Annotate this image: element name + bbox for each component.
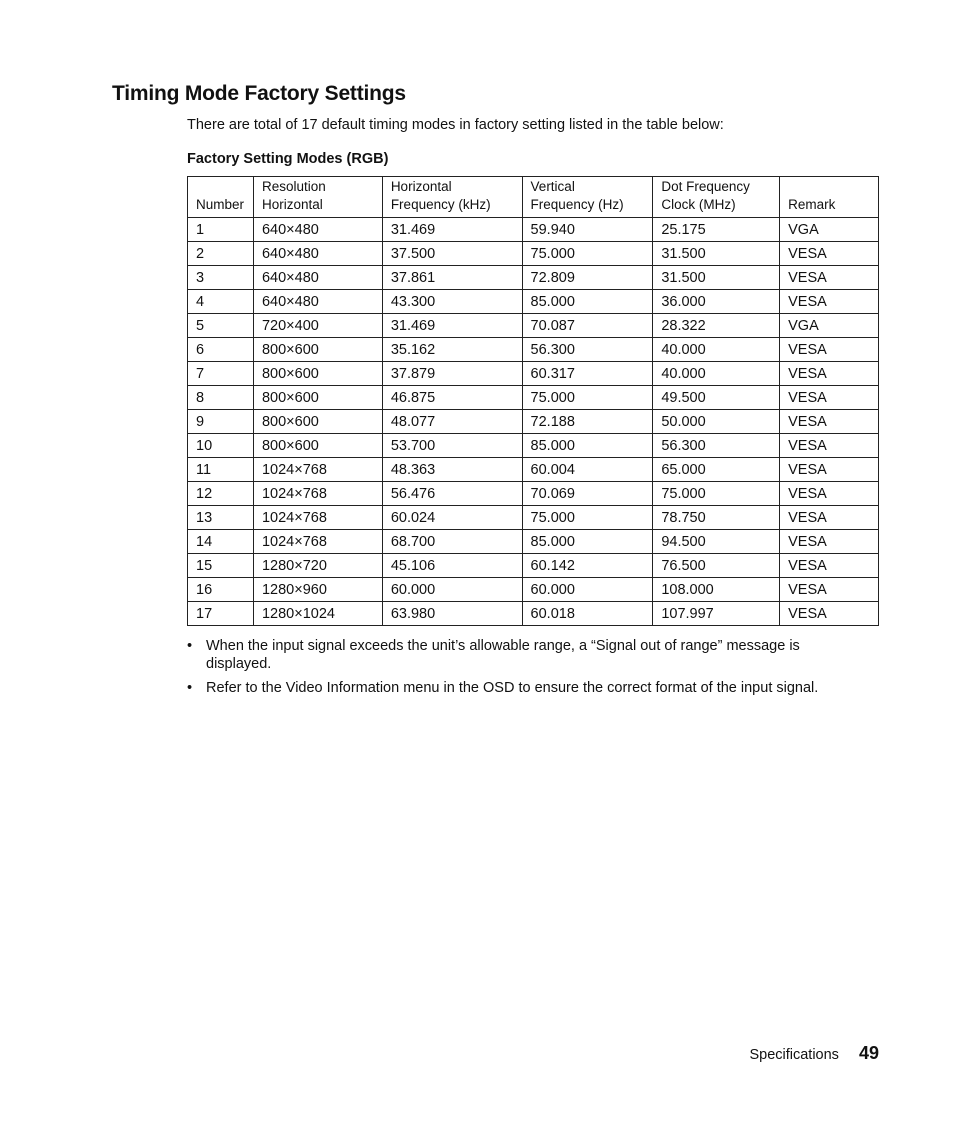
cell-number: 17 <box>188 602 254 626</box>
cell-vertical-frequency: 72.809 <box>522 266 653 290</box>
cell-remark: VESA <box>780 482 879 506</box>
cell-resolution: 1280×720 <box>253 554 382 578</box>
cell-dot-clock: 56.300 <box>653 434 780 458</box>
cell-vertical-frequency: 75.000 <box>522 386 653 410</box>
cell-dot-clock: 108.000 <box>653 578 780 602</box>
cell-number: 16 <box>188 578 254 602</box>
cell-remark: VESA <box>780 410 879 434</box>
cell-dot-clock: 31.500 <box>653 266 780 290</box>
cell-vertical-frequency: 85.000 <box>522 530 653 554</box>
cell-dot-clock: 31.500 <box>653 242 780 266</box>
table-row <box>188 314 879 338</box>
cell-vertical-frequency: 72.188 <box>522 410 653 434</box>
page-footer <box>749 1043 879 1064</box>
cell-resolution: 1024×768 <box>253 458 382 482</box>
cell-remark: VESA <box>780 242 879 266</box>
cell-remark: VESA <box>780 458 879 482</box>
cell-remark: VESA <box>780 602 879 626</box>
cell-dot-clock: 25.175 <box>653 218 780 242</box>
cell-dot-clock: 49.500 <box>653 386 780 410</box>
cell-vertical-frequency: 75.000 <box>522 242 653 266</box>
cell-vertical-frequency: 60.000 <box>522 578 653 602</box>
table-row <box>188 386 879 410</box>
cell-vertical-frequency: 70.087 <box>522 314 653 338</box>
cell-dot-clock: 65.000 <box>653 458 780 482</box>
cell-dot-clock: 40.000 <box>653 338 780 362</box>
table-row <box>188 482 879 506</box>
table-row <box>188 290 879 314</box>
cell-resolution: 800×600 <box>253 362 382 386</box>
cell-vertical-frequency: 85.000 <box>522 434 653 458</box>
cell-resolution: 1280×1024 <box>253 602 382 626</box>
cell-remark: VESA <box>780 338 879 362</box>
cell-number: 9 <box>188 410 254 434</box>
cell-dot-clock: 36.000 <box>653 290 780 314</box>
cell-horizontal-frequency: 37.861 <box>382 266 522 290</box>
cell-resolution: 800×600 <box>253 410 382 434</box>
cell-horizontal-frequency: 60.024 <box>382 506 522 530</box>
cell-vertical-frequency: 75.000 <box>522 506 653 530</box>
cell-remark: VESA <box>780 506 879 530</box>
table-row <box>188 338 879 362</box>
table-row <box>188 266 879 290</box>
cell-horizontal-frequency: 48.363 <box>382 458 522 482</box>
table-row <box>188 578 879 602</box>
cell-remark: VGA <box>780 218 879 242</box>
cell-number: 13 <box>188 506 254 530</box>
cell-horizontal-frequency: 63.980 <box>382 602 522 626</box>
cell-resolution: 800×600 <box>253 338 382 362</box>
cell-number: 6 <box>188 338 254 362</box>
cell-horizontal-frequency: 60.000 <box>382 578 522 602</box>
cell-remark: VESA <box>780 266 879 290</box>
cell-dot-clock: 107.997 <box>653 602 780 626</box>
cell-horizontal-frequency: 53.700 <box>382 434 522 458</box>
cell-remark: VESA <box>780 530 879 554</box>
cell-remark: VGA <box>780 314 879 338</box>
cell-number: 3 <box>188 266 254 290</box>
cell-dot-clock: 75.000 <box>653 482 780 506</box>
table-row <box>188 362 879 386</box>
cell-horizontal-frequency: 45.106 <box>382 554 522 578</box>
cell-resolution: 800×600 <box>253 434 382 458</box>
cell-number: 1 <box>188 218 254 242</box>
table-row <box>188 554 879 578</box>
cell-remark: VESA <box>780 290 879 314</box>
cell-horizontal-frequency: 37.879 <box>382 362 522 386</box>
list-item <box>187 679 867 697</box>
timing-modes-table <box>187 176 879 626</box>
cell-remark: VESA <box>780 578 879 602</box>
table-row <box>188 434 879 458</box>
cell-resolution: 640×480 <box>253 218 382 242</box>
cell-dot-clock: 28.322 <box>653 314 780 338</box>
cell-number: 12 <box>188 482 254 506</box>
page-number: 49 <box>858 1043 879 1063</box>
intro-paragraph: There are total of 17 default timing modes in factory setting listed in the table below: <box>187 117 724 133</box>
bullet-icon: • <box>187 638 193 654</box>
table-row <box>188 506 879 530</box>
cell-horizontal-frequency: 68.700 <box>382 530 522 554</box>
cell-vertical-frequency: 60.317 <box>522 362 653 386</box>
table-row <box>188 530 879 554</box>
cell-horizontal-frequency: 48.077 <box>382 410 522 434</box>
cell-vertical-frequency: 59.940 <box>522 218 653 242</box>
table-body <box>188 218 879 626</box>
cell-resolution: 720×400 <box>253 314 382 338</box>
list-item <box>187 637 867 673</box>
cell-resolution: 640×480 <box>253 242 382 266</box>
cell-dot-clock: 94.500 <box>653 530 780 554</box>
note-text: When the input signal exceeds the unit’s allowable range, a “Signal out of range” message is displayed. <box>206 638 800 672</box>
table-row <box>188 458 879 482</box>
cell-number: 11 <box>188 458 254 482</box>
cell-resolution: 1024×768 <box>253 506 382 530</box>
cell-remark: VESA <box>780 386 879 410</box>
header-remark: Remark <box>780 177 879 218</box>
cell-dot-clock: 76.500 <box>653 554 780 578</box>
cell-horizontal-frequency: 43.300 <box>382 290 522 314</box>
header-dot-clock: Dot Frequency Clock (MHz) <box>653 177 780 218</box>
cell-resolution: 1024×768 <box>253 482 382 506</box>
cell-remark: VESA <box>780 434 879 458</box>
cell-vertical-frequency: 56.300 <box>522 338 653 362</box>
cell-remark: VESA <box>780 554 879 578</box>
cell-dot-clock: 78.750 <box>653 506 780 530</box>
table-title: Factory Setting Modes (RGB) <box>187 151 389 167</box>
note-text: Refer to the Video Information menu in the OSD to ensure the correct format of the input signal. <box>206 680 819 696</box>
cell-number: 10 <box>188 434 254 458</box>
cell-horizontal-frequency: 37.500 <box>382 242 522 266</box>
header-vertical-frequency: Vertical Frequency (Hz) <box>522 177 653 218</box>
cell-vertical-frequency: 70.069 <box>522 482 653 506</box>
table-row <box>188 242 879 266</box>
cell-remark: VESA <box>780 362 879 386</box>
header-horizontal-frequency: Horizontal Frequency (kHz) <box>382 177 522 218</box>
cell-number: 8 <box>188 386 254 410</box>
bullet-icon: • <box>187 680 193 696</box>
page-title: Timing Mode Factory Settings <box>112 82 406 105</box>
table-row <box>188 410 879 434</box>
notes-list <box>187 637 867 703</box>
cell-resolution: 1024×768 <box>253 530 382 554</box>
cell-horizontal-frequency: 31.469 <box>382 218 522 242</box>
cell-number: 7 <box>188 362 254 386</box>
cell-vertical-frequency: 60.004 <box>522 458 653 482</box>
cell-vertical-frequency: 85.000 <box>522 290 653 314</box>
table-header-row <box>188 177 879 218</box>
cell-horizontal-frequency: 31.469 <box>382 314 522 338</box>
footer-section-label: Specifications <box>749 1047 839 1063</box>
table-row <box>188 602 879 626</box>
cell-number: 14 <box>188 530 254 554</box>
cell-number: 5 <box>188 314 254 338</box>
cell-resolution: 640×480 <box>253 290 382 314</box>
cell-horizontal-frequency: 35.162 <box>382 338 522 362</box>
cell-vertical-frequency: 60.142 <box>522 554 653 578</box>
header-resolution: Resolution Horizontal <box>253 177 382 218</box>
cell-number: 4 <box>188 290 254 314</box>
cell-dot-clock: 50.000 <box>653 410 780 434</box>
cell-number: 15 <box>188 554 254 578</box>
cell-resolution: 1280×960 <box>253 578 382 602</box>
cell-resolution: 800×600 <box>253 386 382 410</box>
cell-dot-clock: 40.000 <box>653 362 780 386</box>
cell-number: 2 <box>188 242 254 266</box>
table-row <box>188 218 879 242</box>
header-number: Number <box>188 177 254 218</box>
cell-vertical-frequency: 60.018 <box>522 602 653 626</box>
cell-resolution: 640×480 <box>253 266 382 290</box>
cell-horizontal-frequency: 46.875 <box>382 386 522 410</box>
cell-horizontal-frequency: 56.476 <box>382 482 522 506</box>
